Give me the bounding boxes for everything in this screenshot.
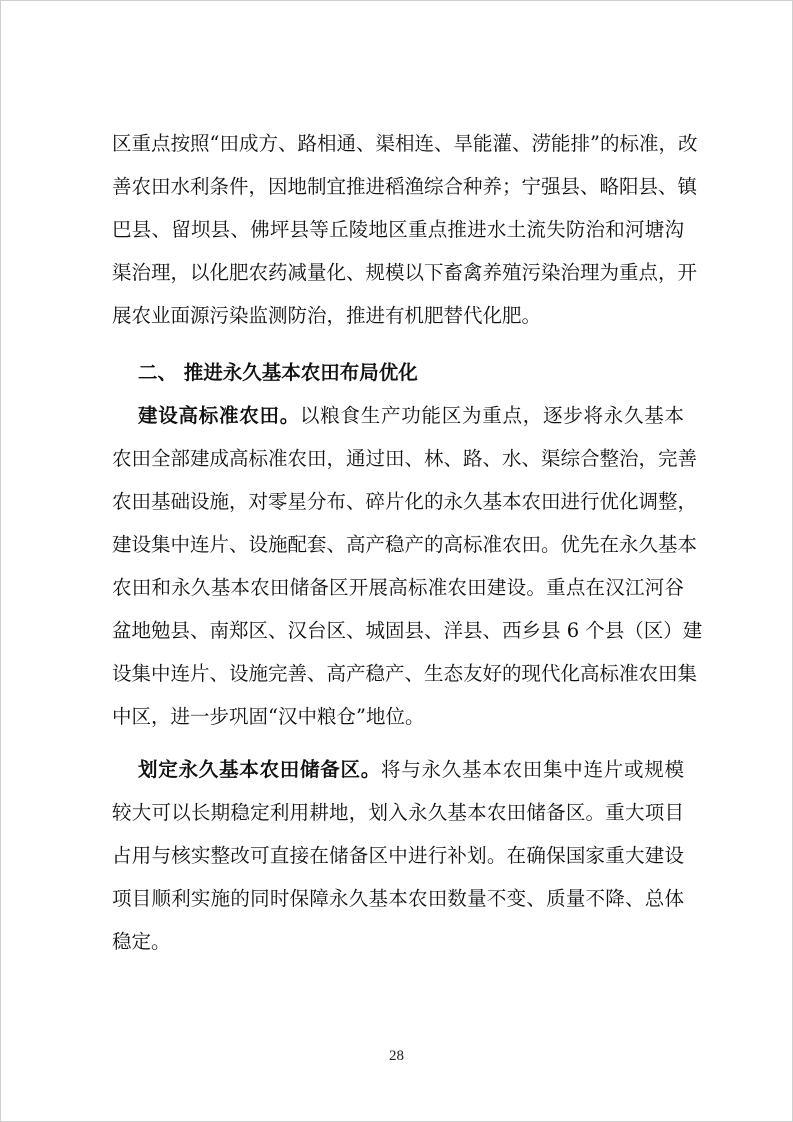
- section-heading: 二、 推进永久基本农田布局优化: [138, 361, 418, 384]
- paragraph-gap: [112, 738, 684, 748]
- text-line: 善农田水利条件，因地制宜推进稻渔综合种养；宁强县、略阳县、镇: [112, 175, 698, 198]
- text-line: 渠治理，以化肥农药减量化、规模以下畜禽养殖污染治理为重点，开: [112, 261, 698, 284]
- text-line: 较大可以长期稳定利用耕地，划入永久基本农田储备区。重大项目: [112, 801, 684, 824]
- text-line: 占用与核实整改可直接在储备区中进行补划。在确保国家重大建设: [112, 844, 684, 867]
- text-line: [112, 748, 684, 791]
- paragraph-high-standard-farmland: [112, 394, 703, 738]
- page-number: 28: [389, 1048, 404, 1064]
- paragraph-lead: 建设高标准农田。: [138, 404, 300, 427]
- text-span: 以粮食生产功能区为重点，逐步将永久基本: [300, 404, 684, 427]
- text-line: 农田全部建成高标准农田，通过田、林、路、水、渠综合整治，完善: [112, 447, 698, 470]
- text-line: 盆地勉县、南郑区、汉台区、城固县、洋县、西乡县 6 个县（区）建: [112, 619, 703, 642]
- text-line: 展农业面源污染监测防治，推进有机肥替代化肥。: [112, 304, 542, 327]
- paragraph-farmland-water: [112, 122, 698, 337]
- text-line: 设集中连片、设施完善、高产稳产、生态友好的现代化高标准农田集: [112, 662, 698, 685]
- text-line: 区重点按照“田成方、路相通、渠相连、旱能灌、涝能排”的标准，改: [112, 132, 698, 155]
- text-line: 中区，进一步巩固“汉中粮仓”地位。: [112, 705, 425, 728]
- paragraph-lead: 划定永久基本农田储备区。: [138, 758, 381, 781]
- text-line: 巴县、留坝县、佛坪县等丘陵地区重点推进水土流失防治和河塘沟: [112, 218, 684, 241]
- document-body: [112, 122, 703, 963]
- text-line: 项目顺利实施的同时保障永久基本农田数量不变、质量不降、总体: [112, 887, 684, 910]
- text-line: 建设集中连片、设施配套、高产稳产的高标准农田。优先在永久基本: [112, 533, 698, 556]
- paragraph-reserve-zone: [112, 748, 684, 963]
- text-line: [112, 394, 684, 437]
- text-span: 将与永久基本农田集中连片或规模: [381, 758, 684, 781]
- text-line: 稳定。: [112, 930, 171, 953]
- text-line: 农田基础设施，对零星分布、碎片化的永久基本农田进行优化调整，: [112, 490, 698, 513]
- text-line: 农田和永久基本农田储备区开展高标准农田建设。重点在汉江河谷: [112, 576, 684, 599]
